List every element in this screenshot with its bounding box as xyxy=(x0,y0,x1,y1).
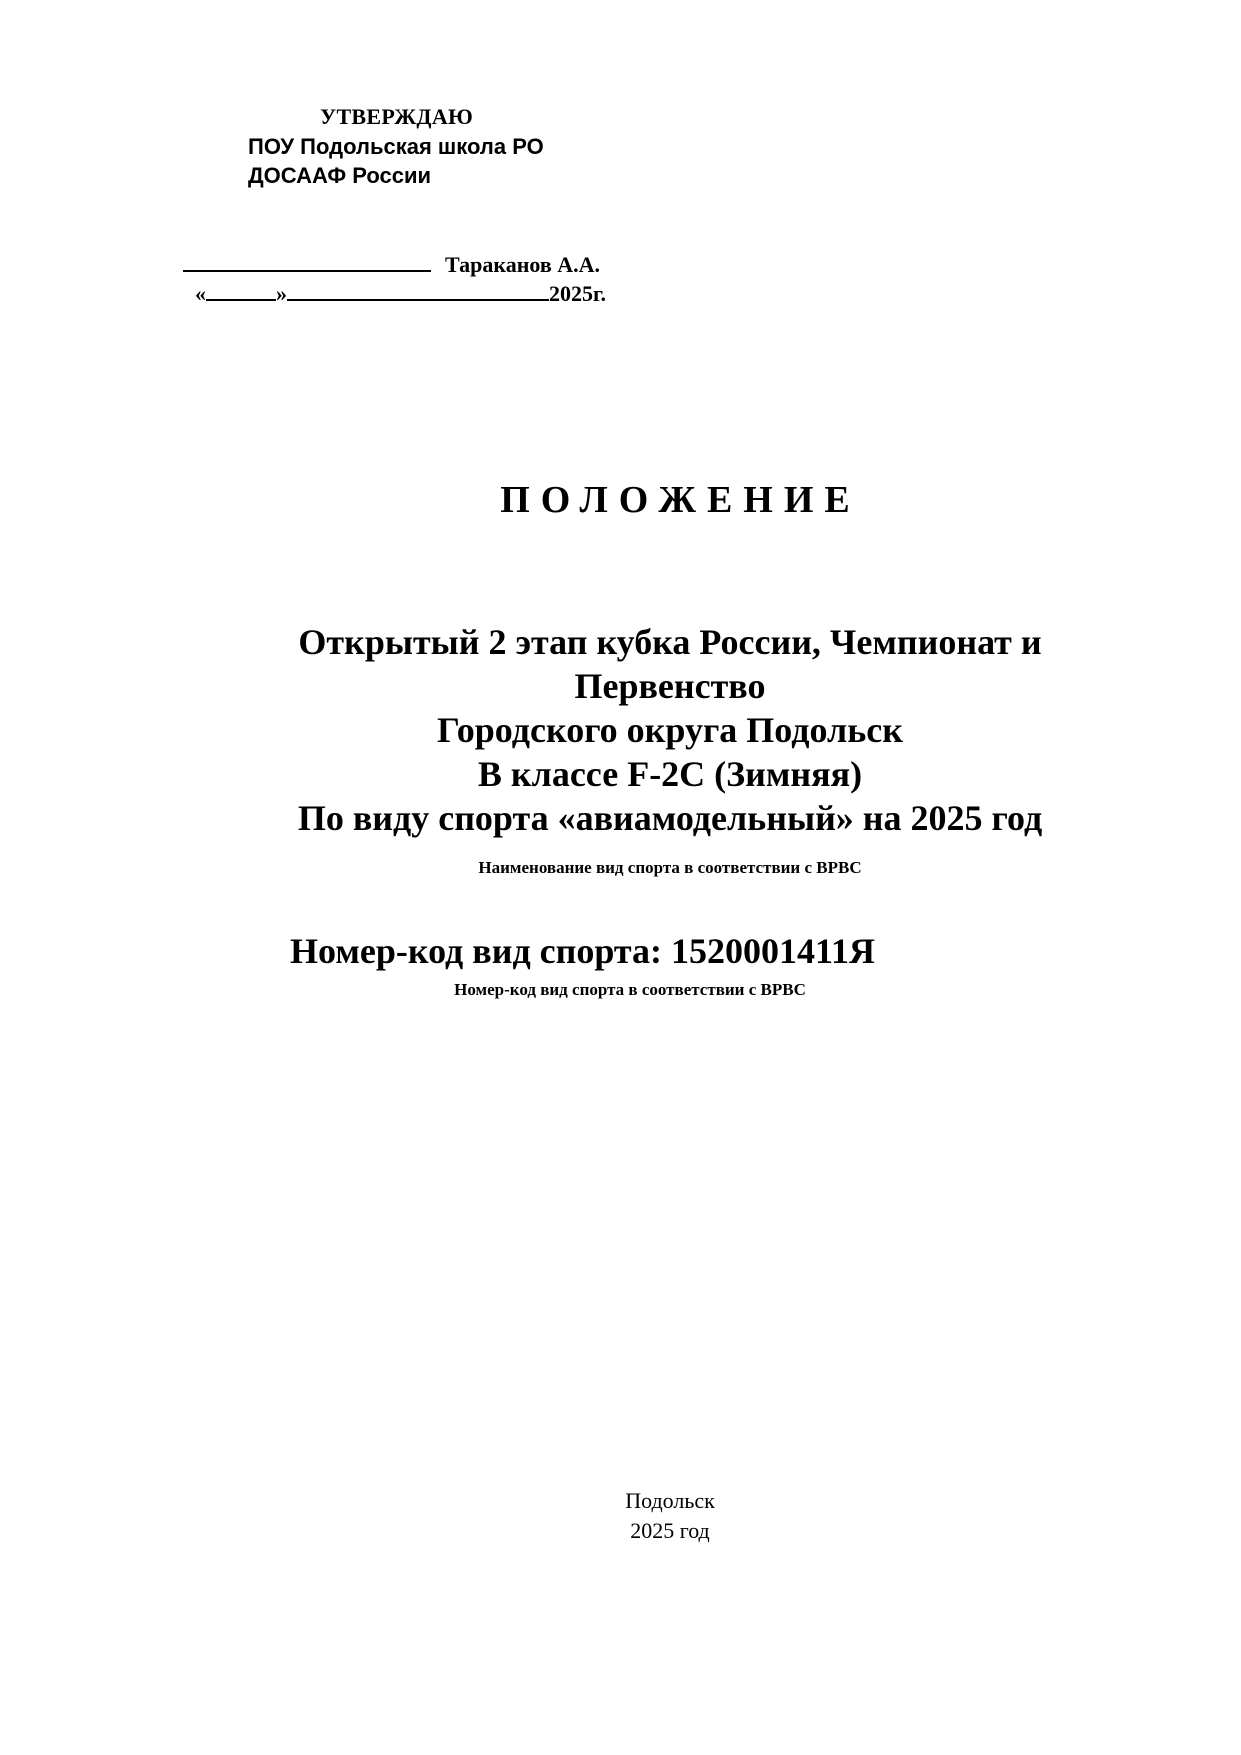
footer-year: 2025 год xyxy=(630,1518,710,1543)
date-day-blank xyxy=(206,279,276,301)
date-open-quote: « xyxy=(195,281,206,306)
event-line-3: Городского округа Подольск xyxy=(437,710,903,750)
date-year: 2025г. xyxy=(549,281,607,306)
sport-name-caption: Наименование вид спорта в соответствии с ВРВС xyxy=(478,858,862,877)
sport-code-line: Номер-код вид спорта: 1520001411Я xyxy=(290,931,876,971)
signature-line xyxy=(183,250,600,278)
event-description xyxy=(225,620,1115,840)
footer xyxy=(500,1486,840,1546)
footer-city: Подольск xyxy=(625,1488,715,1513)
signer-name: Тараканов А.А. xyxy=(445,252,600,277)
event-line-4: В классе F-2C (Зимняя) xyxy=(477,754,863,794)
sport-code-caption: Номер-код вид спорта в соответствии с ВРВС xyxy=(454,980,806,999)
approval-org-line-1: ПОУ Подольская школа РО xyxy=(248,134,544,159)
event-line-5: По виду спорта «авиамодельный» на 2025 год xyxy=(297,798,1043,838)
approval-org-line-2: ДОСААФ России xyxy=(248,163,432,188)
date-month-blank xyxy=(287,279,549,301)
document-title xyxy=(0,478,1241,522)
signature-blank xyxy=(183,250,431,272)
date-close-quote: » xyxy=(276,281,287,306)
approval-date-line xyxy=(195,279,606,307)
event-line-1: Открытый 2 этап кубка России, Чемпионат и xyxy=(298,622,1042,662)
event-line-2: Первенство xyxy=(574,666,766,706)
document-title-text: ПОЛОЖЕНИЕ xyxy=(500,479,861,521)
approval-title: УТВЕРЖДАЮ xyxy=(320,104,474,129)
